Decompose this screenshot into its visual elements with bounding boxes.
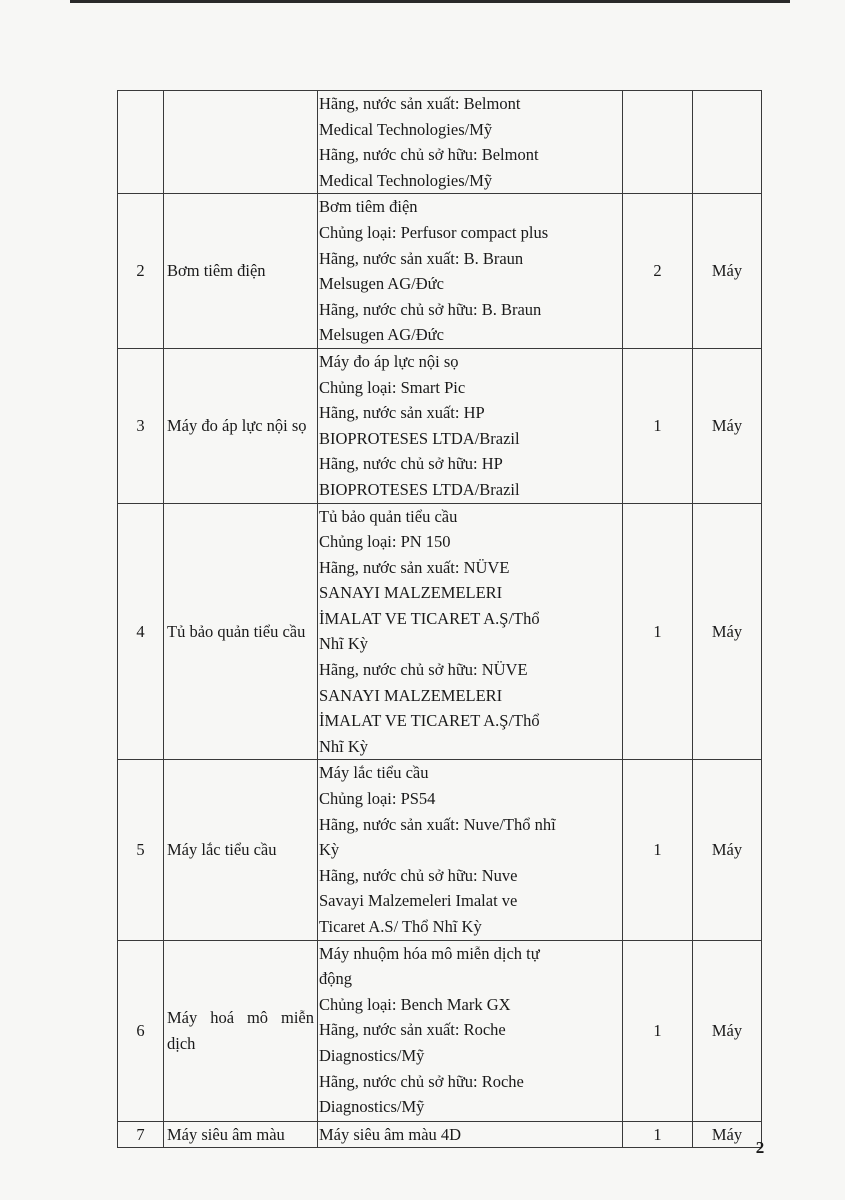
quantity-cell: 1 — [623, 940, 693, 1121]
unit-cell: Máy — [693, 1121, 762, 1148]
item-name-cell: Tủ bảo quản tiểu cầu — [164, 503, 318, 760]
spec-line: Medical Technologies/Mỹ — [319, 170, 493, 190]
spec-line: Bơm tiêm điện — [319, 197, 418, 217]
spec-line: SANAYI MALZEMELERI — [319, 583, 503, 603]
item-spec-cell — [318, 503, 623, 760]
spec-line: SANAYI MALZEMELERI — [319, 685, 503, 705]
spec-line: Chủng loại: PN 150 — [319, 532, 451, 552]
spec-line: Medical Technologies/Mỹ — [319, 119, 493, 139]
table-row — [118, 1121, 762, 1148]
spec-line: Kỳ — [319, 840, 340, 860]
spec-line: BIOPROTESES LTDA/Brazil — [319, 428, 520, 448]
spec-line: Chủng loại: Smart Pic — [319, 377, 466, 397]
spec-line: Hãng, nước sản xuất: Belmont — [319, 94, 521, 113]
row-number-cell: 5 — [118, 760, 164, 940]
spec-line: Chủng loại: Bench Mark GX — [319, 994, 511, 1014]
spec-line: Diagnostics/Mỹ — [319, 1097, 425, 1117]
spec-line: Ticaret A.S/ Thổ Nhĩ Kỳ — [319, 917, 482, 936]
spec-line: Melsugen AG/Đức — [319, 325, 444, 345]
table-row — [118, 348, 762, 503]
quantity-cell: 1 — [623, 760, 693, 940]
spec-line: İMALAT VE TICARET A.Ş/Thổ — [319, 711, 540, 731]
unit-cell: Máy — [693, 503, 762, 760]
unit-cell: Máy — [693, 194, 762, 349]
table-row — [118, 91, 762, 194]
spec-line: Hãng, nước sản xuất: Roche — [319, 1020, 506, 1040]
item-name-cell — [164, 91, 318, 194]
spec-line: Tủ bảo quản tiểu cầu — [319, 506, 458, 526]
item-name-cell: Bơm tiêm điện — [164, 194, 318, 349]
spec-line: BIOPROTESES LTDA/Brazil — [319, 479, 520, 499]
table-row — [118, 503, 762, 760]
spec-line: Nhĩ Kỳ — [319, 634, 369, 654]
row-number-cell: 2 — [118, 194, 164, 349]
spec-line: Chủng loại: PS54 — [319, 789, 436, 809]
spec-line: Chủng loại: Perfusor compact plus — [319, 222, 549, 242]
quantity-cell: 2 — [623, 194, 693, 349]
spec-line: Hãng, nước chủ sở hữu: HP — [319, 454, 503, 474]
spec-line: Máy nhuộm hóa mô miễn dịch tự — [319, 943, 540, 963]
row-number-cell: 7 — [118, 1121, 164, 1148]
spec-line: Hãng, nước chủ sở hữu: Roche — [319, 1071, 524, 1091]
spec-line: Melsugen AG/Đức — [319, 274, 444, 294]
item-spec-cell — [318, 760, 623, 940]
spec-line: Diagnostics/Mỹ — [319, 1045, 425, 1065]
spec-line: Hãng, nước sản xuất: B. Braun — [319, 248, 524, 268]
spec-line: Hãng, nước chủ sở hữu: Nuve — [319, 865, 518, 885]
equipment-table — [117, 90, 762, 1148]
item-name-cell: Máy siêu âm màu — [164, 1121, 318, 1148]
spec-line: Hãng, nước sản xuất: Nuve/Thổ nhĩ — [319, 814, 556, 834]
page-number: 2 — [755, 1138, 765, 1157]
unit-cell — [693, 91, 762, 194]
item-spec-cell — [318, 348, 623, 503]
unit-cell: Máy — [693, 760, 762, 940]
item-spec-cell — [318, 91, 623, 194]
unit-cell: Máy — [693, 940, 762, 1121]
spec-line: Máy siêu âm màu 4D — [319, 1124, 462, 1144]
spec-line: động — [319, 969, 352, 989]
spec-line: Hãng, nước sản xuất: NÜVE — [319, 557, 510, 577]
item-spec-cell — [318, 194, 623, 349]
spec-line: Hãng, nước chủ sở hữu: NÜVE — [319, 660, 528, 680]
spec-line: Hãng, nước chủ sở hữu: Belmont — [319, 145, 539, 165]
unit-cell: Máy — [693, 348, 762, 503]
quantity-cell: 1 — [623, 503, 693, 760]
table-row — [118, 760, 762, 940]
item-name-cell: Máy hoá mô miễn dịch — [164, 940, 318, 1121]
row-number-cell: 6 — [118, 940, 164, 1121]
spec-line: Máy lắc tiểu cầu — [319, 763, 429, 783]
item-name-cell: Máy lắc tiểu cầu — [164, 760, 318, 940]
spec-line: Hãng, nước chủ sở hữu: B. Braun — [319, 299, 542, 319]
table-row — [118, 194, 762, 349]
quantity-cell: 1 — [623, 348, 693, 503]
top-edge-line — [70, 0, 790, 3]
quantity-cell — [623, 91, 693, 194]
spec-line: Máy đo áp lực nội sọ — [319, 351, 459, 371]
quantity-cell: 1 — [623, 1121, 693, 1148]
row-number-cell — [118, 91, 164, 194]
table-row — [118, 940, 762, 1121]
row-number-cell: 3 — [118, 348, 164, 503]
spec-line: Savayi Malzemeleri Imalat ve — [319, 891, 518, 911]
spec-line: İMALAT VE TICARET A.Ş/Thổ — [319, 608, 540, 628]
item-name-cell: Máy đo áp lực nội sọ — [164, 348, 318, 503]
item-spec-cell — [318, 940, 623, 1121]
item-spec-cell — [318, 1121, 623, 1148]
row-number-cell: 4 — [118, 503, 164, 760]
spec-line: Hãng, nước sản xuất: HP — [319, 403, 485, 423]
spec-line: Nhĩ Kỳ — [319, 736, 369, 756]
